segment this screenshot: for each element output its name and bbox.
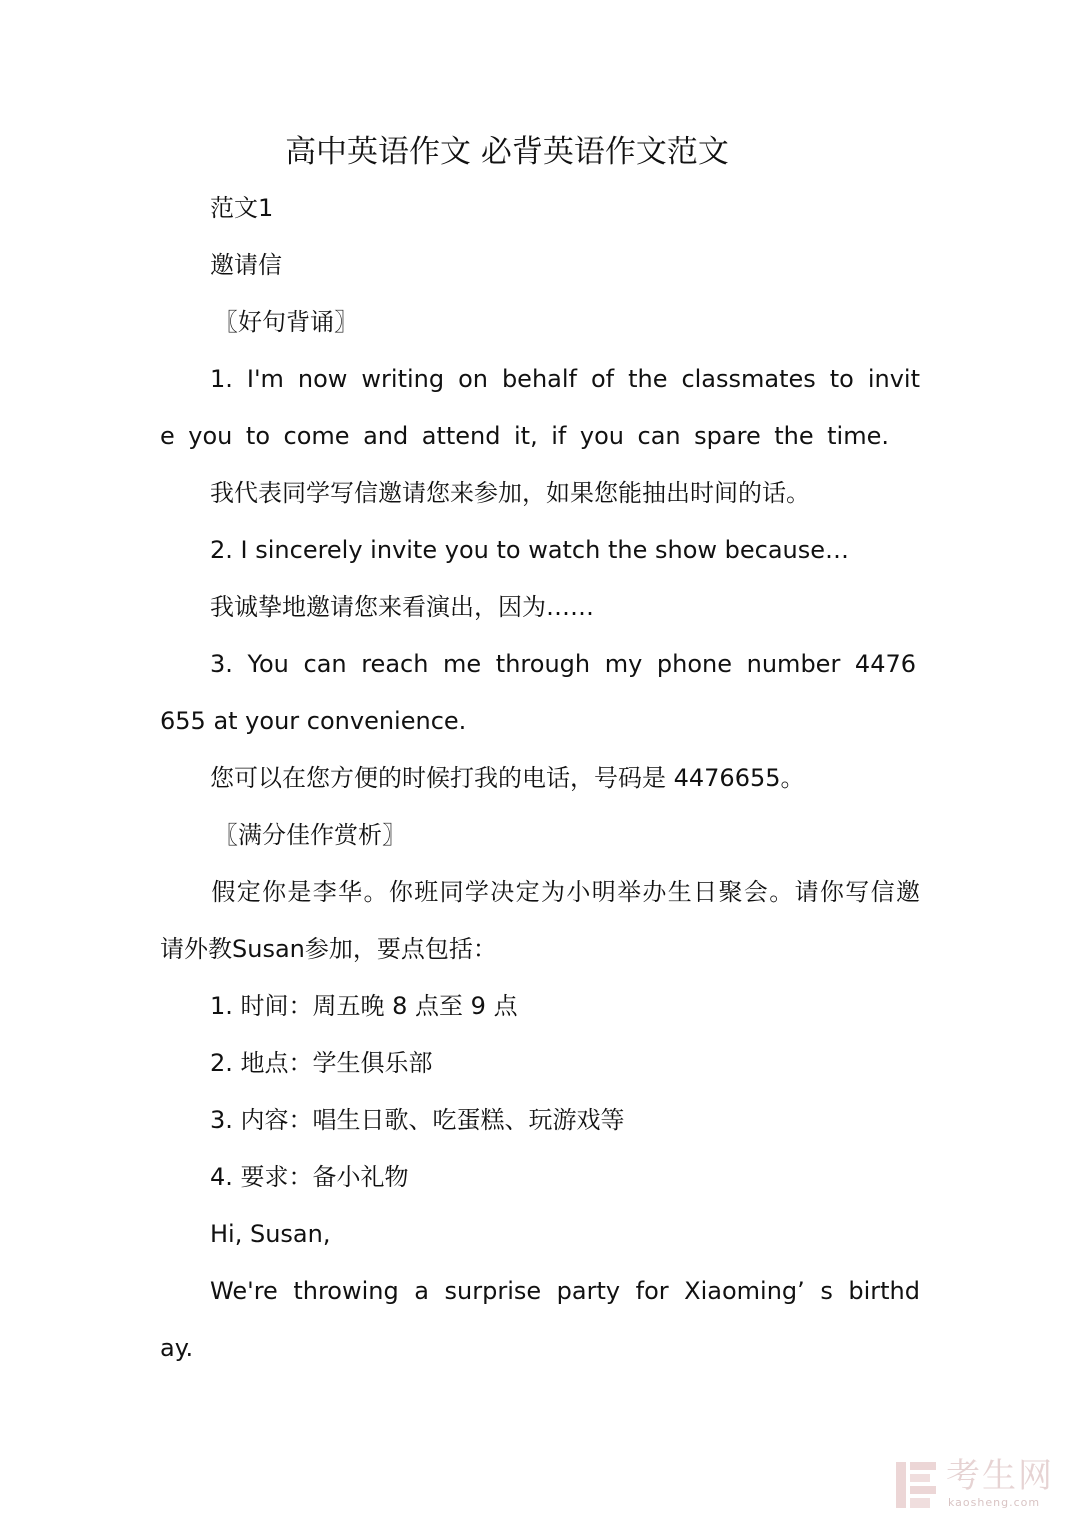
paragraph-greeting: Hi, Susan, — [210, 1220, 331, 1248]
watermark-logo-icon — [894, 1460, 938, 1510]
document-title: 高中英语作文 必背英语作文范文 — [285, 134, 729, 170]
paragraph-translation-2: 我诚挚地邀请您来看演出，因为…… — [210, 593, 594, 621]
paragraph-section-label: 范文1 — [210, 194, 274, 222]
paragraph-point-2: 2. 地点：学生俱乐部 — [210, 1049, 433, 1077]
paragraph-sentence-3-line2: 655 at your convenience. — [160, 707, 467, 735]
watermark — [894, 1456, 1064, 1516]
paragraph-subheading-full-mark: 〖满分佳作赏析〗 — [214, 821, 406, 849]
paragraph-point-3: 3. 内容：唱生日歌、吃蛋糕、玩游戏等 — [210, 1106, 625, 1134]
paragraph-point-1: 1. 时间：周五晚 8 点至 9 点 — [210, 992, 518, 1020]
paragraph-sentence-1-line2: e you to come and attend it, if you can spare the time. — [160, 422, 889, 450]
paragraph-point-4: 4. 要求：备小礼物 — [210, 1163, 409, 1191]
watermark-text: 考生网 — [946, 1456, 1054, 1496]
paragraph-sentence-1-line1: 1. I'm now writing on behalf of the classmates to invit — [210, 365, 920, 393]
paragraph-translation-3: 您可以在您方便的时候打我的电话，号码是 4476655。 — [210, 764, 805, 792]
watermark-subtext: kaosheng.com — [948, 1496, 1041, 1509]
paragraph-subheading-good-sentences: 〖好句背诵〗 — [214, 308, 358, 336]
paragraph-prompt-line2: 请外教Susan参加，要点包括： — [160, 935, 497, 963]
paragraph-letter-line1: We're throwing a surprise party for Xiaoming’ s birthd — [210, 1277, 920, 1305]
paragraph-sentence-2: 2. I sincerely invite you to watch the show because… — [210, 536, 850, 564]
paragraph-topic: 邀请信 — [210, 251, 282, 279]
paragraph-prompt-line1: 假定你是李华。你班同学决定为小明举办生日聚会。请你写信邀 — [210, 878, 920, 906]
paragraph-sentence-3-line1: 3. You can reach me through my phone number 4476 — [210, 650, 916, 678]
paragraph-letter-line2: ay. — [160, 1334, 194, 1362]
paragraph-translation-1: 我代表同学写信邀请您来参加，如果您能抽出时间的话。 — [210, 479, 810, 507]
